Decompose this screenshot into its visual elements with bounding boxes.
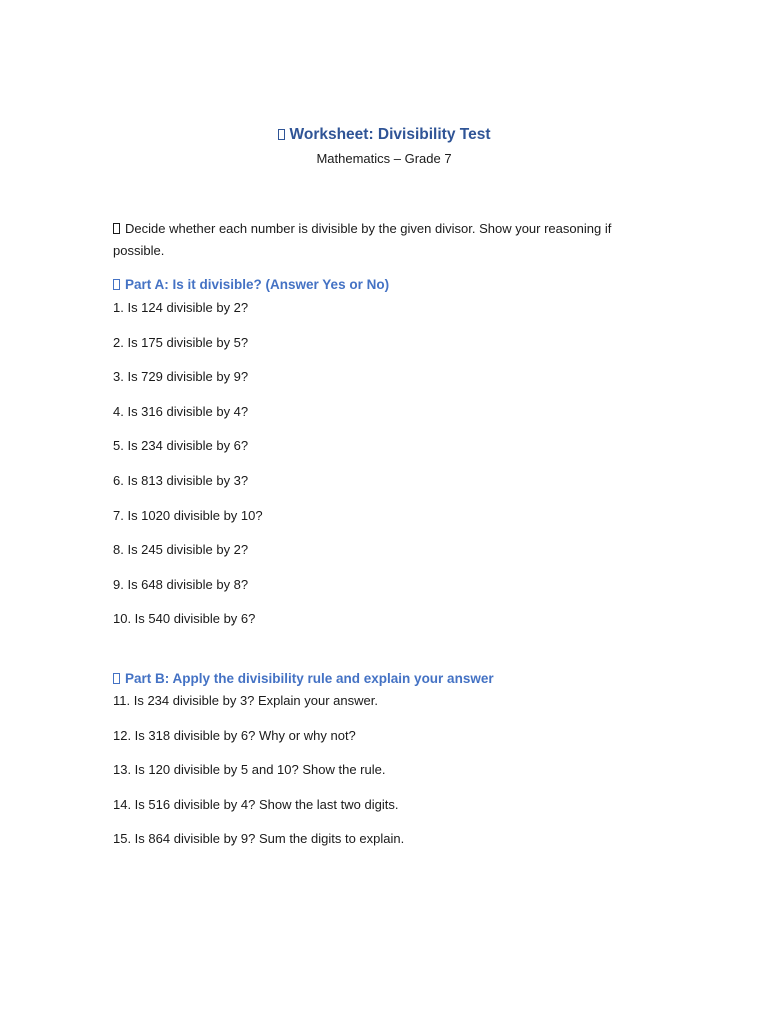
question-item: 13. Is 120 divisible by 5 and 10? Show the rule. xyxy=(113,762,386,778)
part-a-heading xyxy=(113,275,389,295)
part-a-heading-text: Part A: Is it divisible? (Answer Yes or No) xyxy=(125,277,390,292)
missing-glyph-icon xyxy=(278,129,285,140)
question-item: 10. Is 540 divisible by 6? xyxy=(113,611,256,627)
part-b-heading-text: Part B: Apply the divisibility rule and explain your answer xyxy=(125,671,494,686)
part-a-question-list xyxy=(113,299,263,645)
question-item: 5. Is 234 divisible by 6? xyxy=(113,438,249,454)
missing-glyph-icon xyxy=(113,673,120,684)
missing-glyph-icon xyxy=(113,279,120,290)
question-item: 12. Is 318 divisible by 6? Why or why not? xyxy=(113,727,356,743)
page-title xyxy=(0,124,768,146)
question-item: 1. Is 124 divisible by 2? xyxy=(113,300,249,315)
question-item: 6. Is 813 divisible by 3? xyxy=(113,472,249,488)
question-item: 15. Is 864 divisible by 9? Sum the digits to explain. xyxy=(113,831,405,847)
missing-glyph-icon xyxy=(113,223,120,234)
part-b-question-list xyxy=(113,692,404,865)
instructions xyxy=(113,218,653,262)
question-item: 9. Is 648 divisible by 8? xyxy=(113,576,249,592)
question-item: 3. Is 729 divisible by 9? xyxy=(113,369,249,385)
question-item: 8. Is 245 divisible by 2? xyxy=(113,542,249,558)
question-item: 7. Is 1020 divisible by 10? xyxy=(113,507,263,523)
page-title-text: Worksheet: Divisibility Test xyxy=(289,126,491,143)
question-item: 11. Is 234 divisible by 3? Explain your answer. xyxy=(113,693,378,708)
question-item: 14. Is 516 divisible by 4? Show the last two digits. xyxy=(113,796,399,812)
question-item: 2. Is 175 divisible by 5? xyxy=(113,334,249,350)
question-item: 4. Is 316 divisible by 4? xyxy=(113,403,249,419)
instructions-text: Decide whether each number is divisible by the given divisor. Show your reasoning if possible. xyxy=(113,221,612,258)
page-subtitle: Mathematics – Grade 7 xyxy=(316,151,452,166)
part-b-heading xyxy=(113,669,494,689)
